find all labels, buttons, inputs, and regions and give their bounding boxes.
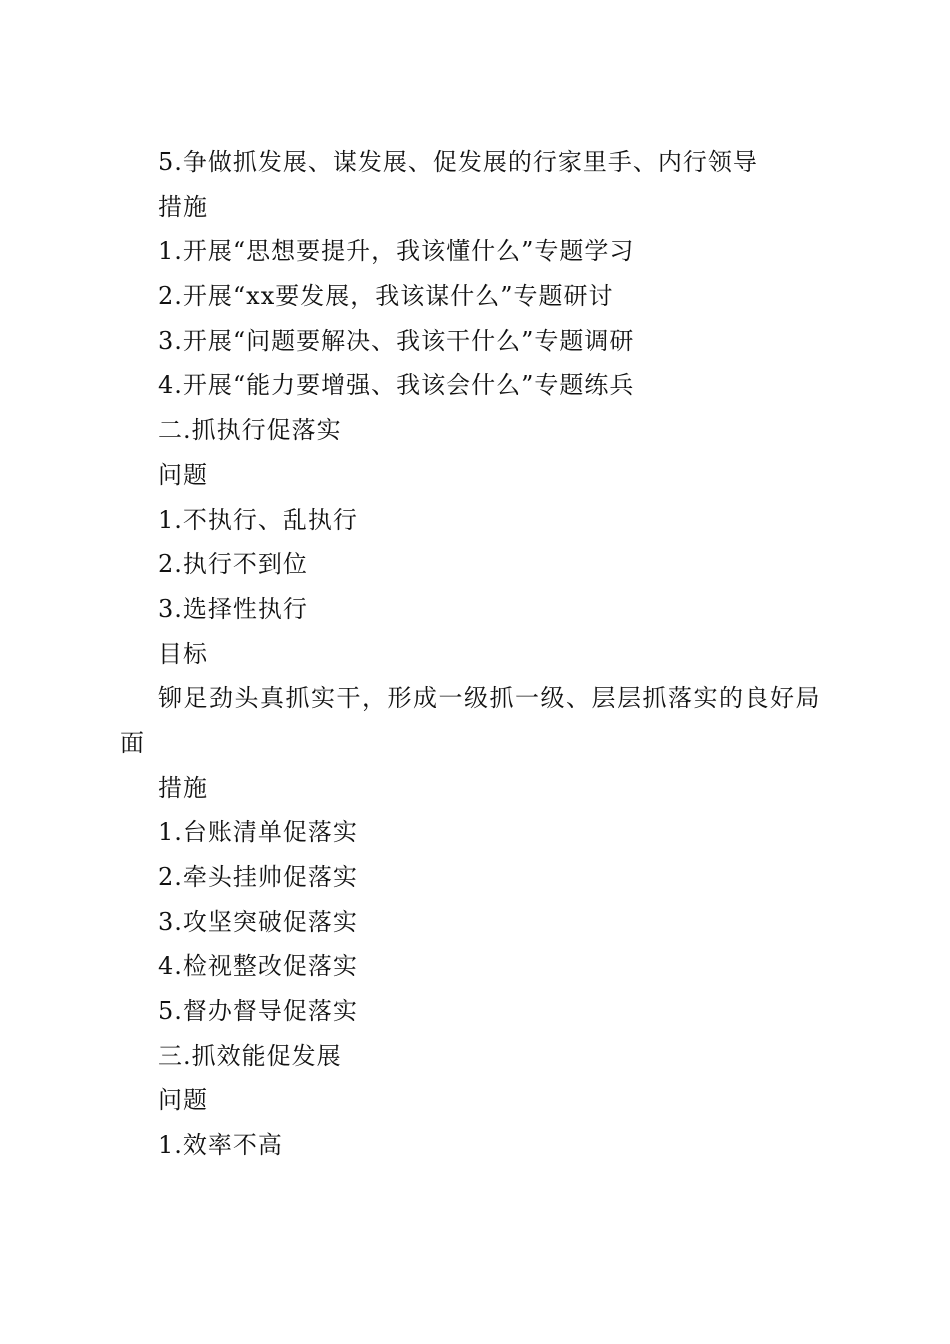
list-item-measure-2: 2.开展“xx要发展，我该谋什么”专题研讨: [158, 282, 614, 311]
list-item-implement-1: 1.台账清单促落实: [158, 818, 358, 847]
section-label-problems: 问题: [158, 460, 208, 489]
list-item-implement-3: 3.攻坚突破促落实: [158, 907, 358, 936]
section-heading-3: 三.抓效能促发展: [158, 1041, 342, 1070]
list-item-goal-5: 5.争做抓发展、谋发展、促发展的行家里手、内行领导: [158, 148, 758, 176]
section-label-goals: 目标: [158, 639, 208, 668]
list-item-efficiency-1: 1.效率不高: [158, 1131, 283, 1160]
list-item-implement-2: 2.牵头挂帅促落实: [158, 863, 358, 892]
list-item-measure-3: 3.开展“问题要解决、我该干什么”专题调研: [158, 326, 635, 355]
section-heading-2: 二.抓执行促落实: [158, 416, 342, 445]
list-item-implement-5: 5.督办督导促落实: [158, 997, 358, 1026]
list-item-problem-3: 3.选择性执行: [158, 594, 308, 623]
list-item-measure-4: 4.开展“能力要增强、我该会什么”专题练兵: [158, 371, 635, 400]
section-label-measures-2: 措施: [158, 773, 208, 802]
goal-paragraph: 铆足劲头真抓实干，形成一级抓一级、层层抓落实的良好局面: [120, 684, 821, 757]
list-item-problem-2: 2.执行不到位: [158, 550, 308, 579]
document-body: [120, 140, 830, 1168]
list-item-problem-1: 1.不执行、乱执行: [158, 505, 358, 534]
list-item-measure-1: 1.开展“思想要提升，我该懂什么”专题学习: [158, 237, 635, 266]
list-item-implement-4: 4.检视整改促落实: [158, 952, 358, 981]
section-label-measures: 措施: [158, 192, 208, 221]
section-label-problems-2: 问题: [158, 1086, 208, 1115]
